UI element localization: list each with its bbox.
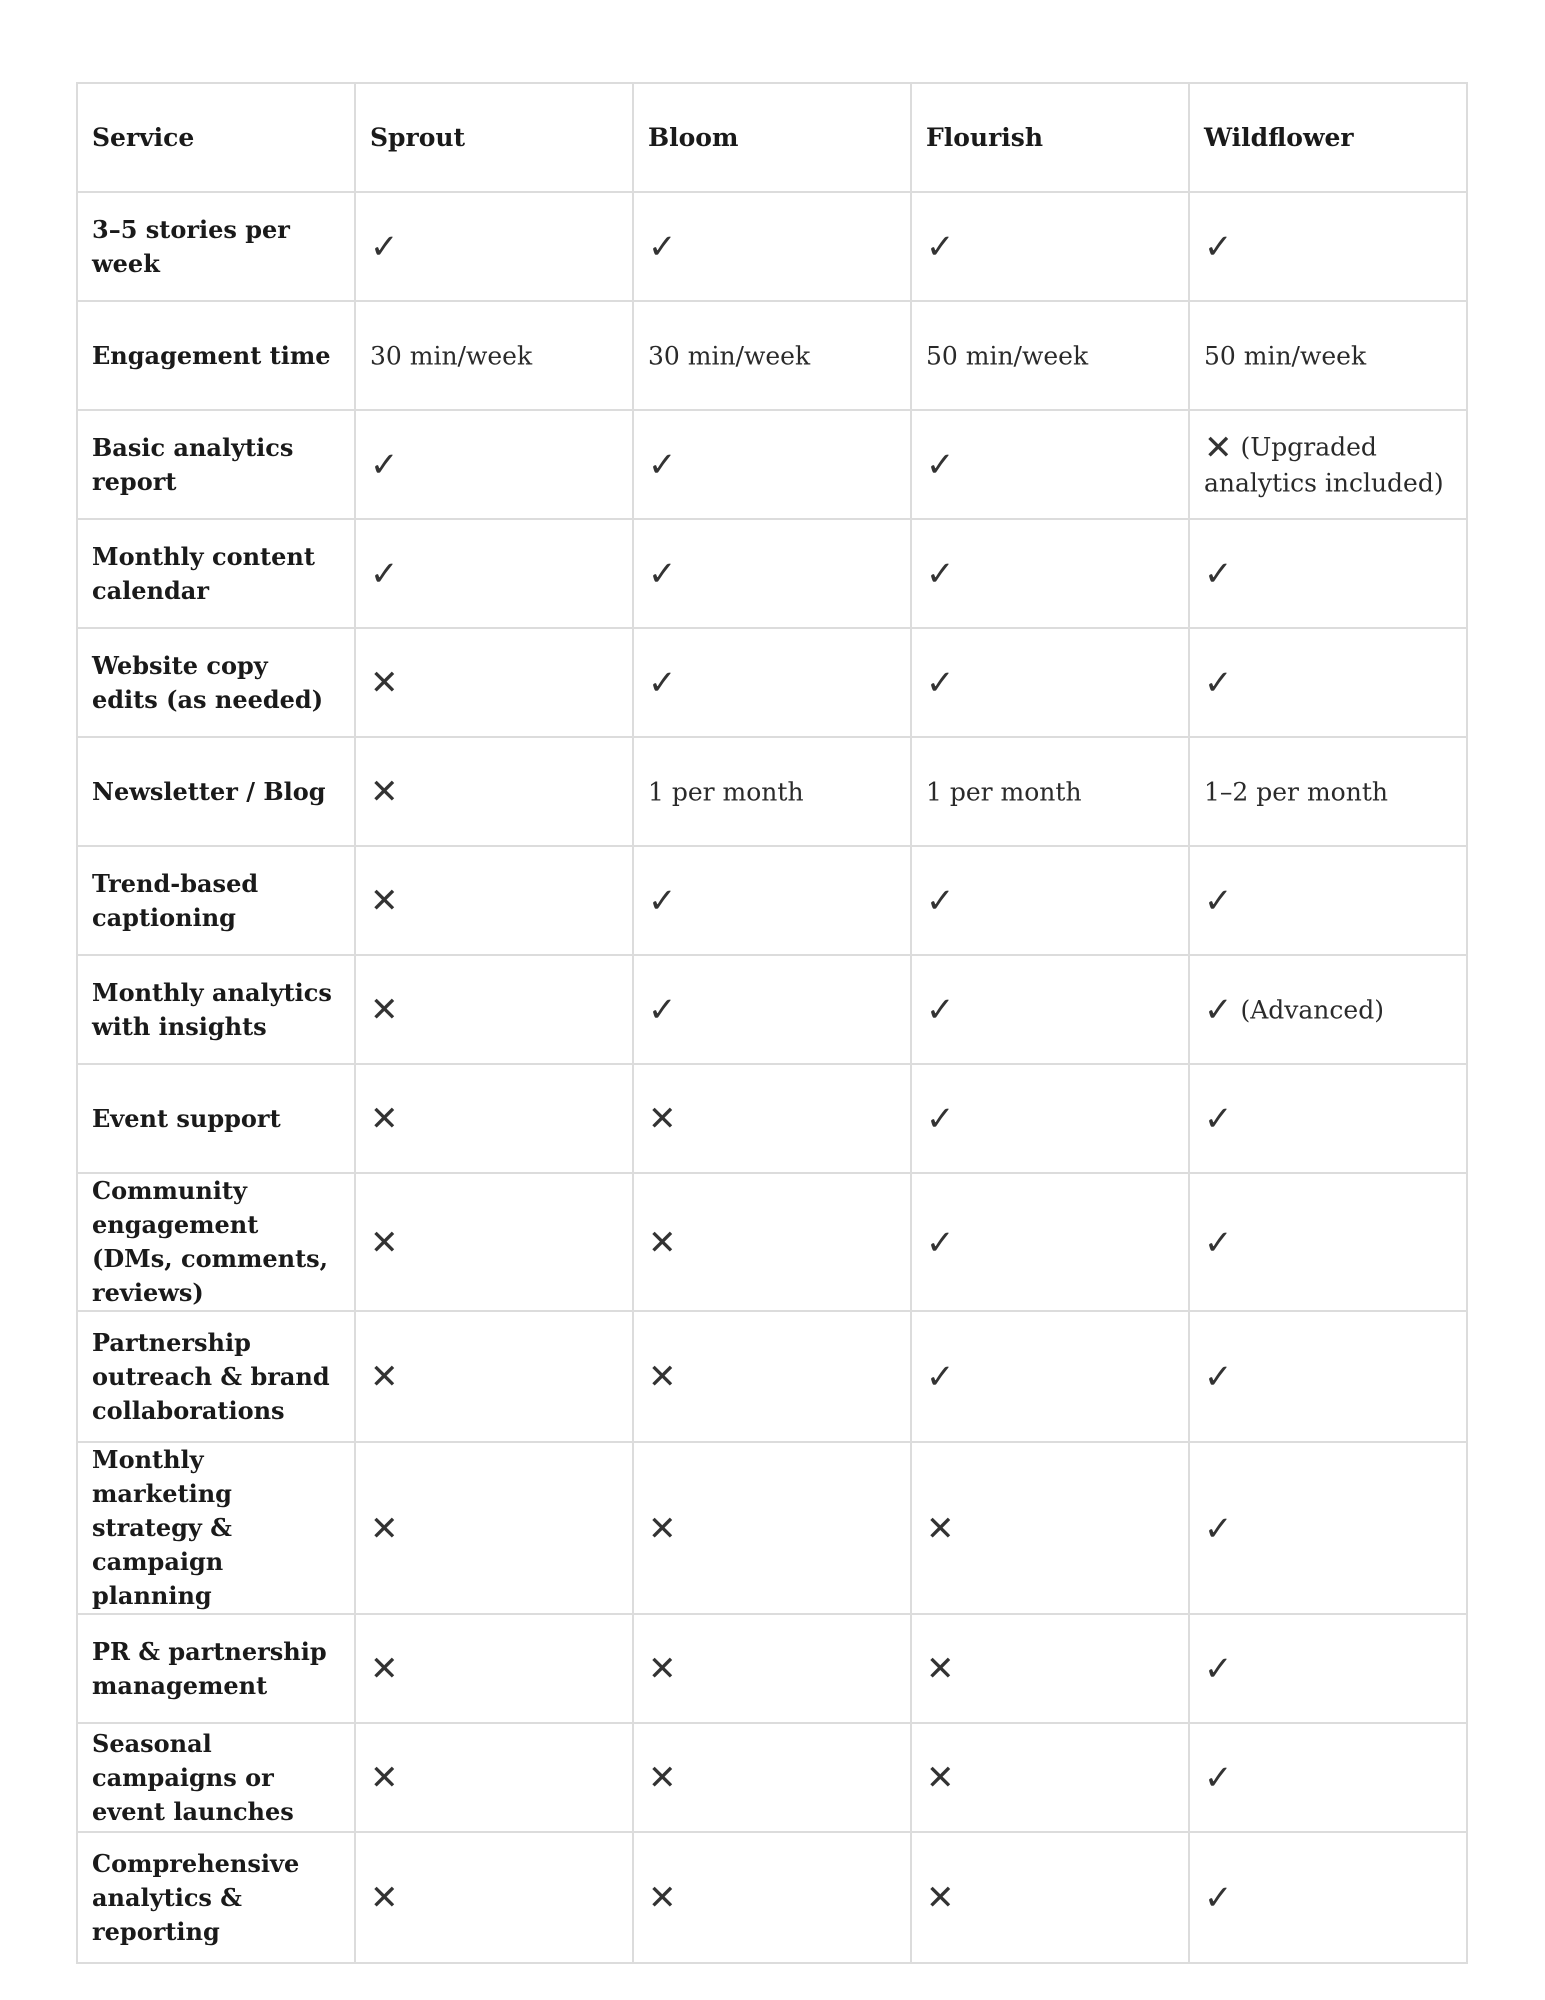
plan-value-cell xyxy=(1189,1723,1467,1832)
plan-value-cell xyxy=(911,1064,1189,1173)
plan-value-cell xyxy=(633,1064,911,1173)
plan-value-cell xyxy=(633,628,911,737)
plan-value-cell xyxy=(1189,192,1467,301)
cross-icon: ✕ xyxy=(370,990,399,1031)
check-icon: ✓ xyxy=(370,445,399,486)
check-icon: ✓ xyxy=(926,227,955,268)
table-row xyxy=(77,737,1467,846)
service-name-cell: Newsletter / Blog xyxy=(77,737,355,846)
plan-value-cell xyxy=(911,1173,1189,1311)
plan-value-cell xyxy=(355,1832,633,1963)
cross-icon: ✕ xyxy=(648,1357,677,1398)
cross-icon: ✕ xyxy=(648,1649,677,1690)
service-name-cell: PR & partnership management xyxy=(77,1614,355,1723)
table-row xyxy=(77,1723,1467,1832)
plan-value-cell xyxy=(355,1064,633,1173)
cell-text: 30 min/week xyxy=(648,341,811,371)
plan-value-cell xyxy=(355,1173,633,1311)
plan-value-cell xyxy=(911,301,1189,410)
table-row xyxy=(77,410,1467,519)
service-name-cell: Basic analytics report xyxy=(77,410,355,519)
plan-value-cell xyxy=(633,955,911,1064)
header-wildflower: Wildflower xyxy=(1189,83,1467,192)
service-name-cell: Engagement time xyxy=(77,301,355,410)
plan-value-cell xyxy=(1189,410,1467,519)
plan-value-cell xyxy=(633,410,911,519)
cross-icon: ✕ xyxy=(926,1878,955,1919)
plan-value-cell xyxy=(1189,1064,1467,1173)
cross-icon: ✕ xyxy=(370,1508,399,1549)
cross-icon: ✕ xyxy=(926,1649,955,1690)
table-row xyxy=(77,519,1467,628)
cross-icon: ✕ xyxy=(370,1099,399,1140)
table-row xyxy=(77,301,1467,410)
plan-value-cell xyxy=(911,955,1189,1064)
check-icon: ✓ xyxy=(648,554,677,595)
check-icon: ✓ xyxy=(648,227,677,268)
check-icon: ✓ xyxy=(926,1357,955,1398)
plan-value-cell xyxy=(355,1311,633,1442)
cross-icon: ✕ xyxy=(370,663,399,704)
table-row xyxy=(77,1614,1467,1723)
table-row xyxy=(77,1173,1467,1311)
plan-value-cell xyxy=(355,1442,633,1614)
cross-icon: ✕ xyxy=(648,1099,677,1140)
service-name-cell: Trend-based captioning xyxy=(77,846,355,955)
plan-value-cell xyxy=(355,410,633,519)
header-flourish: Flourish xyxy=(911,83,1189,192)
check-icon: ✓ xyxy=(1204,1508,1233,1549)
table-row xyxy=(77,192,1467,301)
plan-value-cell xyxy=(1189,519,1467,628)
cell-text: 30 min/week xyxy=(370,341,533,371)
cell-text: 1–2 per month xyxy=(1204,777,1388,807)
plan-value-cell xyxy=(633,737,911,846)
service-name-cell: Community engagement (DMs, comments, reviews) xyxy=(77,1173,355,1311)
cross-icon: ✕ xyxy=(648,1878,677,1919)
plan-value-cell xyxy=(911,1723,1189,1832)
plan-value-cell xyxy=(355,1614,633,1723)
plan-value-cell xyxy=(1189,955,1467,1064)
plan-value-cell xyxy=(633,301,911,410)
plan-value-cell xyxy=(1189,737,1467,846)
cross-icon: ✕ xyxy=(648,1222,677,1263)
cross-icon: ✕ xyxy=(926,1758,955,1799)
check-icon: ✓ xyxy=(926,1099,955,1140)
check-icon: ✓ xyxy=(926,554,955,595)
plan-value-cell xyxy=(1189,301,1467,410)
table-row xyxy=(77,1311,1467,1442)
cell-text: 1 per month xyxy=(926,777,1082,807)
cross-icon: ✕ xyxy=(1204,427,1233,468)
plan-value-cell xyxy=(1189,1442,1467,1614)
table-row xyxy=(77,628,1467,737)
service-name-cell: Website copy edits (as needed) xyxy=(77,628,355,737)
cross-icon: ✕ xyxy=(370,1222,399,1263)
cross-icon: ✕ xyxy=(370,1357,399,1398)
plan-value-cell xyxy=(911,1832,1189,1963)
check-icon: ✓ xyxy=(370,554,399,595)
plan-value-cell xyxy=(633,1311,911,1442)
cross-icon: ✕ xyxy=(370,881,399,922)
plan-value-cell xyxy=(911,192,1189,301)
plan-value-cell xyxy=(911,737,1189,846)
table-row xyxy=(77,846,1467,955)
check-icon: ✓ xyxy=(1204,1357,1233,1398)
cell-text: 50 min/week xyxy=(1204,341,1367,371)
check-icon: ✓ xyxy=(1204,990,1233,1031)
table-row xyxy=(77,1064,1467,1173)
plan-value-cell xyxy=(911,410,1189,519)
plan-value-cell xyxy=(355,1723,633,1832)
cell-text: (Advanced) xyxy=(1240,995,1384,1025)
service-comparison-table-container xyxy=(76,82,1468,1964)
service-comparison-table xyxy=(76,82,1468,1964)
check-icon: ✓ xyxy=(370,227,399,268)
cross-icon: ✕ xyxy=(648,1508,677,1549)
check-icon: ✓ xyxy=(926,990,955,1031)
plan-value-cell xyxy=(633,846,911,955)
cross-icon: ✕ xyxy=(370,1758,399,1799)
check-icon: ✓ xyxy=(648,663,677,704)
plan-value-cell xyxy=(355,846,633,955)
plan-value-cell xyxy=(355,737,633,846)
plan-value-cell xyxy=(911,628,1189,737)
check-icon: ✓ xyxy=(648,445,677,486)
check-icon: ✓ xyxy=(1204,1099,1233,1140)
plan-value-cell xyxy=(911,1442,1189,1614)
plan-value-cell xyxy=(633,1723,911,1832)
service-name-cell: Seasonal campaigns or event launches xyxy=(77,1723,355,1832)
plan-value-cell xyxy=(633,1442,911,1614)
service-name-cell: Partnership outreach & brand collaborations xyxy=(77,1311,355,1442)
plan-value-cell xyxy=(633,192,911,301)
service-name-cell: Monthly content calendar xyxy=(77,519,355,628)
cell-text: 1 per month xyxy=(648,777,804,807)
check-icon: ✓ xyxy=(1204,1222,1233,1263)
check-icon: ✓ xyxy=(926,1222,955,1263)
cell-text: 50 min/week xyxy=(926,341,1089,371)
check-icon: ✓ xyxy=(926,663,955,704)
service-name-cell: Monthly marketing strategy & campaign planning xyxy=(77,1442,355,1614)
cross-icon: ✕ xyxy=(370,1878,399,1919)
plan-value-cell xyxy=(1189,1614,1467,1723)
cell-text: (Upgraded analytics included) xyxy=(1204,432,1444,497)
check-icon: ✓ xyxy=(926,881,955,922)
plan-value-cell xyxy=(633,1832,911,1963)
cross-icon: ✕ xyxy=(926,1508,955,1549)
plan-value-cell xyxy=(355,955,633,1064)
plan-value-cell xyxy=(1189,1173,1467,1311)
cross-icon: ✕ xyxy=(648,1758,677,1799)
check-icon: ✓ xyxy=(1204,663,1233,704)
header-bloom: Bloom xyxy=(633,83,911,192)
plan-value-cell xyxy=(355,192,633,301)
plan-value-cell xyxy=(911,1311,1189,1442)
header-sprout: Sprout xyxy=(355,83,633,192)
check-icon: ✓ xyxy=(1204,881,1233,922)
plan-value-cell xyxy=(911,846,1189,955)
cross-icon: ✕ xyxy=(370,1649,399,1690)
check-icon: ✓ xyxy=(1204,227,1233,268)
table-row xyxy=(77,955,1467,1064)
plan-value-cell xyxy=(355,301,633,410)
plan-value-cell xyxy=(355,628,633,737)
plan-value-cell xyxy=(633,1614,911,1723)
check-icon: ✓ xyxy=(1204,1878,1233,1919)
check-icon: ✓ xyxy=(648,990,677,1031)
plan-value-cell xyxy=(911,1614,1189,1723)
check-icon: ✓ xyxy=(1204,554,1233,595)
plan-value-cell xyxy=(911,519,1189,628)
table-header-row xyxy=(77,83,1467,192)
check-icon: ✓ xyxy=(1204,1758,1233,1799)
check-icon: ✓ xyxy=(648,881,677,922)
check-icon: ✓ xyxy=(1204,1649,1233,1690)
plan-value-cell xyxy=(633,519,911,628)
cross-icon: ✕ xyxy=(370,772,399,813)
plan-value-cell xyxy=(1189,628,1467,737)
plan-value-cell xyxy=(1189,1311,1467,1442)
service-name-cell: Comprehensive analytics & reporting xyxy=(77,1832,355,1963)
service-name-cell: Monthly analytics with insights xyxy=(77,955,355,1064)
plan-value-cell xyxy=(355,519,633,628)
table-row xyxy=(77,1442,1467,1614)
check-icon: ✓ xyxy=(926,445,955,486)
plan-value-cell xyxy=(1189,846,1467,955)
header-service: Service xyxy=(77,83,355,192)
plan-value-cell xyxy=(633,1173,911,1311)
table-body xyxy=(77,192,1467,1963)
service-name-cell: Event support xyxy=(77,1064,355,1173)
table-row xyxy=(77,1832,1467,1963)
service-name-cell: 3–5 stories per week xyxy=(77,192,355,301)
plan-value-cell xyxy=(1189,1832,1467,1963)
